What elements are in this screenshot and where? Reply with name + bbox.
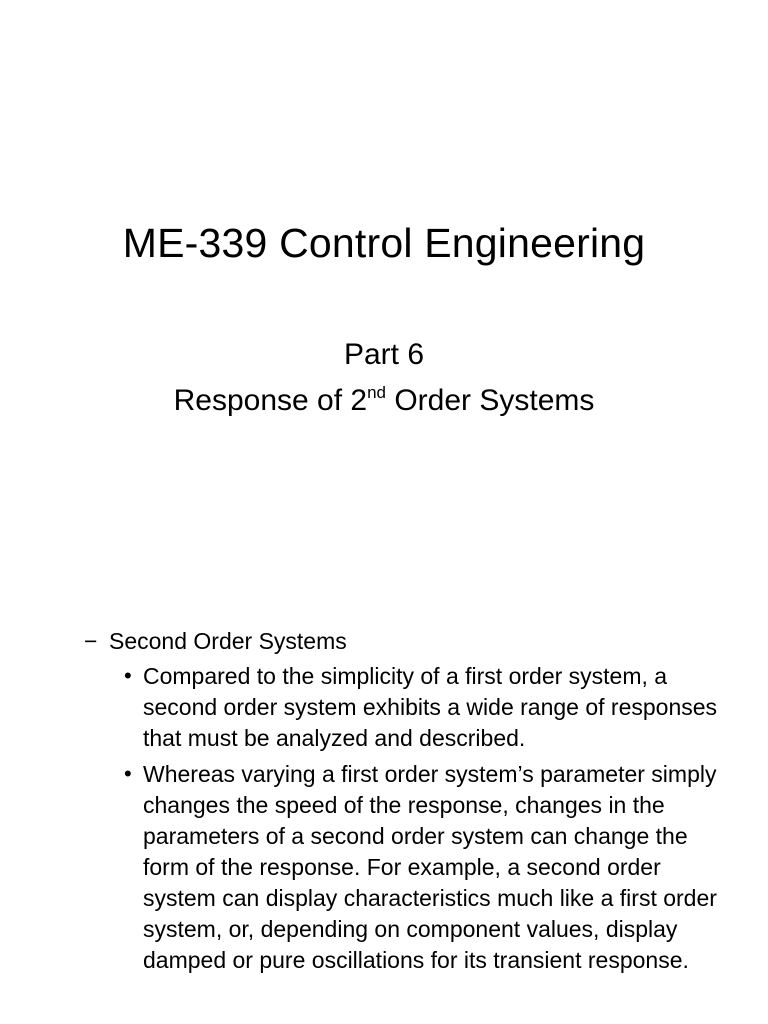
subtitle-part: Part 6 xyxy=(343,338,425,371)
bullet-text: Compared to the simplicity of a first order system, a second order system exhibits a wide range of responses that must be analyzed and described. xyxy=(143,663,718,751)
dash-marker: − xyxy=(84,628,98,654)
slide-subtitle xyxy=(0,332,768,424)
bullet-marker: • xyxy=(124,663,132,688)
bullet-item xyxy=(124,759,724,976)
subtitle-topic-text: Response of 2 xyxy=(173,384,368,417)
bullet-text: Whereas varying a first order system’s parameter simply changes the speed of the response, changes in the parameters of a second order system can change the form of the response. For example, a second order system can display characteristics much like a first order system, or, depending on component values, display damped or pure oscillations for its transient response. xyxy=(143,761,717,973)
bullet-marker: • xyxy=(124,761,132,786)
outline-heading xyxy=(84,625,724,657)
subtitle-topic xyxy=(0,378,768,424)
subtitle-topic-text-end: Order Systems xyxy=(386,384,595,417)
outline-heading-text: Second Order Systems xyxy=(109,628,347,654)
slide-body xyxy=(84,625,724,976)
slide-title: ME-339 Control Engineering xyxy=(122,220,646,266)
subtitle-superscript: nd xyxy=(367,383,386,402)
bullet-item xyxy=(124,661,724,754)
